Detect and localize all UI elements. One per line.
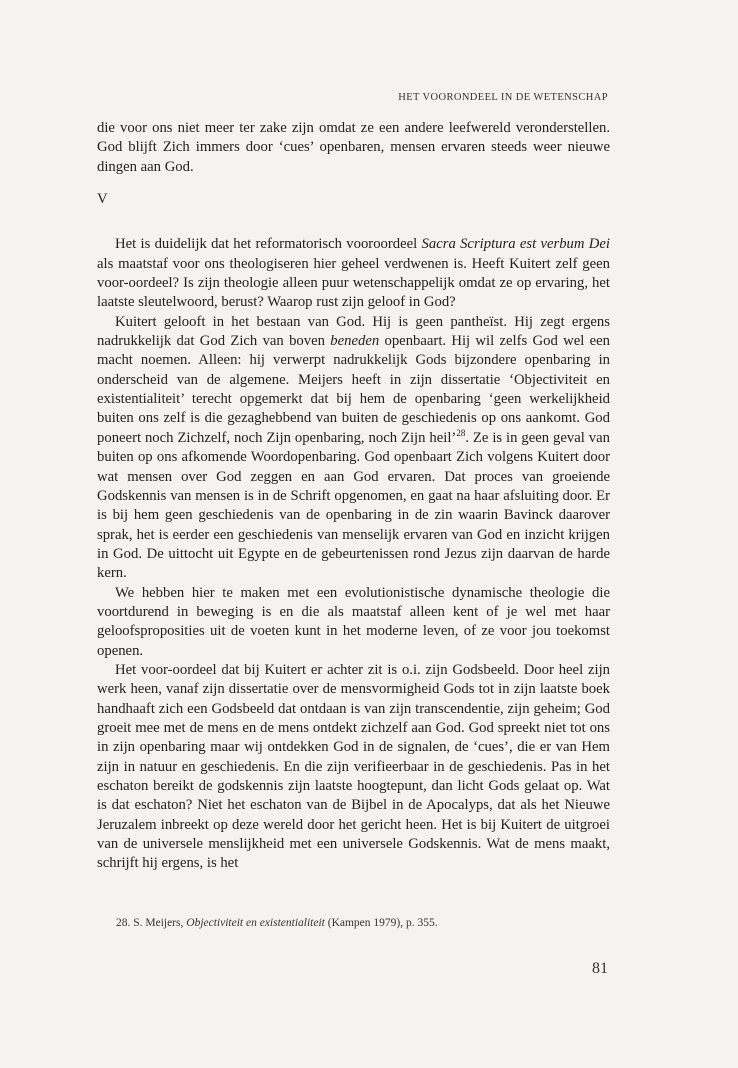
paragraph: Het voor-oordeel dat bij Kuitert er achter zit is o.i. zijn Godsbeeld. Door heel zijn werk heen, vanaf zijn dissertatie over de mensvormigheid Gods tot in zijn laatste boek handhaaft zich een Godsbeeld dat ontdaan is van zijn transcendentie, zijn geheim; God groeit mee met de mens en de mens ontdekt zichzelf aan God. God spreekt niet tot ons in zijn openbaring maar wij ontdekken God in de signalen, de ‘cues’, die er van Hem zijn in natuur en geschiedenis. En die zijn verifieerbaar in de geschiedenis. Pas in het eschaton bereikt de godskennis zijn laatste hoogtepunt, dan licht Gods gelaat op. Wat is dat eschaton? Niet het eschaton van de Bijbel in de Apocalyps, dat als het Nieuwe Jeruzalem inbreekt op deze wereld door het gericht heen. Het is bij Kuitert de uitgroei van de universele menslijkheid met een universele Godskennis. Wat de mens maakt, schrijft hij ergens, is het bbox=[97, 661, 610, 872]
running-head: HET VOORONDEEL IN DE WETENSCHAP bbox=[398, 92, 608, 103]
paragraph-continued: die voor ons niet meer ter zake zijn omdat ze een andere leefwereld veronderstellen. God blijft Zich immers door ‘cues’ openbaren, mensen ervaren steeds weer nieuwe dingen aan God. bbox=[97, 120, 610, 175]
footnote: 28. S. Meijers, Objectiviteit en existentialiteit (Kampen 1979), p. 355. bbox=[116, 917, 438, 929]
footnote-title: Objectiviteit en existentialiteit bbox=[186, 917, 325, 929]
latin-phrase: Sacra Scriptura est verbum Dei bbox=[421, 236, 610, 253]
footnote-ref: 28 bbox=[456, 427, 466, 438]
paragraph: We hebben hier te maken met een evolutionistische dynamische theologie die voortdurend in beweging is en die als maatstaf alleen kent of je wel met haar geloofsproposities uit de voeten kunt in het moderne leven, of ze voor jou toekomst openen. bbox=[97, 584, 610, 659]
page-number: 81 bbox=[592, 960, 608, 977]
emphasis: beneden bbox=[330, 333, 380, 350]
body-text bbox=[97, 119, 610, 874]
section-heading: V bbox=[97, 191, 108, 208]
paragraph: Het is duidelijk dat het reformatorisch vooroordeel Sacra Scriptura est verbum Dei als maatstaf voor ons theologiseren hier geheel verdwenen is. Heeft Kuitert zelf geen voor-oordeel? Is zijn theologie alleen puur wetenschappelijk omdat ze op ervaring, het laatste sleutelwoord, berust? Waarop rust zijn geloof in God? bbox=[97, 236, 610, 311]
paragraph: Kuitert gelooft in het bestaan van God. Hij is geen pantheïst. Hij zegt ergens nadrukkelijk dat God Zich van boven beneden openbaart. Hij wil zelfs God wel een macht noemen. Alleen: hij verwerpt nadrukkelijk Gods bijzondere openbaring in onderscheid van de algemene. Meijers heeft in zijn dissertatie ‘Objectiviteit en existentialiteit’ terecht opgemerkt dat bij hem de openbaring ‘geen werkelijkheid buiten ons zelf is die gezaghebbend van buiten de geschiedenis op ons aankomt. God poneert noch Zichzelf, noch Zijn openbaring, noch Zijn heil’$^{28}$. Ze is in geen geval van buiten op ons afkomende Woordopenbaring. God openbaart Zich volgens Kuitert door wat mensen over God zeggen en aan God ervaren. Dat proces van groeiende Godskennis van mensen is in de Schrift opgenomen, en gaat na haar afsluiting door. Er is bij hem geen geschiedenis van de openbaring in de zin waarin Bavinck daarover sprak, het is eerder een geschiedenis van menselijk ervaren van God en inzicht krijgen in God. De uittocht uit Egypte en de gebeurtenissen rond Jezus zijn daarvan de harde kern. bbox=[97, 313, 610, 582]
